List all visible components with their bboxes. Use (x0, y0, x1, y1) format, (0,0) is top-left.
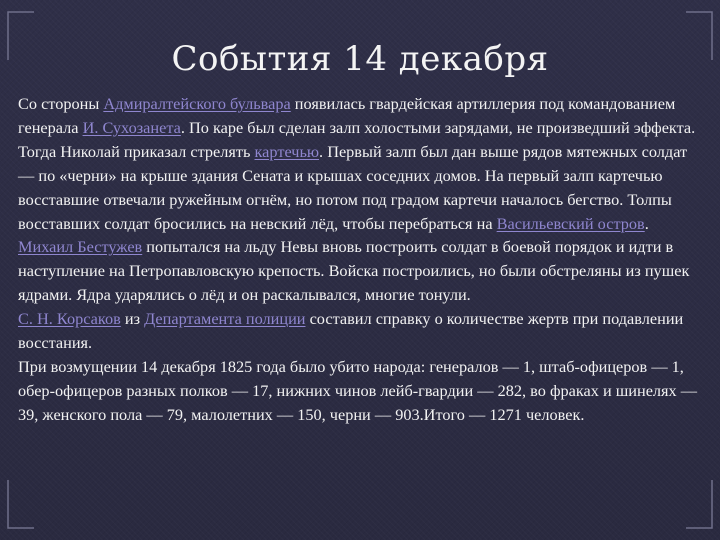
text-segment: Со стороны (18, 94, 104, 113)
text-segment: попытался на льду Невы вновь построить солдат в боевой порядок и идти в наступление на Петропавловскую крепость. Войска построились, но были обстреляны из пушек ядрами. Ядра ударялись о лёд и он раскалывался, многие тонули. (18, 237, 690, 305)
text-segment: появилась гвардейская артиллерия под командованием генерала (18, 94, 676, 137)
frame-bracket-bottom-left (8, 480, 34, 528)
hyperlink[interactable]: Васильевский остров (496, 213, 645, 233)
paragraph-casualties (18, 355, 702, 427)
paragraph-suppression (18, 92, 702, 307)
text-segment: из (120, 309, 145, 329)
slide-body (18, 92, 702, 427)
text-segment: . По каре был сделан залп холостыми зарядами, не произведший эффекта. Тогда Николай приказал стрелять (18, 117, 696, 161)
slide-title: События 14 декабря (171, 38, 549, 79)
paragraph-report (18, 307, 702, 355)
hyperlink[interactable]: И. Сухозанета (82, 117, 181, 137)
hyperlink[interactable]: Михаил Бестужев (18, 237, 143, 257)
hyperlink[interactable]: Адмиралтейского бульвара (103, 94, 291, 113)
hyperlink[interactable]: С. Н. Корсаков (18, 309, 121, 329)
frame-bracket-bottom-right (686, 480, 712, 528)
hyperlink[interactable]: картечью (254, 141, 320, 161)
text-segment: . (644, 213, 649, 233)
hyperlink[interactable]: Департамента полиции (144, 309, 306, 329)
text-segment: При возмущении 14 декабря 1825 года было убито народа: генералов — 1, штаб-офицеров — 1, обер-офицеров разных полков — 17, нижних чинов лейб-гвардии — 282, во фраках и шинелях — 39, женского пола — 79, малолетних — 150, черни — 903.Итого — 1271 человек. (18, 356, 698, 424)
text-segment: составил справку о количестве жертв при подавлении восстания. (18, 309, 684, 353)
text-segment: . Первый залп был дан выше рядов мятежных солдат — по «черни» на крыше здания Сената и крышах соседних домов. На первый залп картечью восставшие отвечали ружейным огнём, но потом под градом картечи началось бегство. Толпы восставших солдат бросились на невский лёд, чтобы перебраться на (18, 141, 688, 233)
